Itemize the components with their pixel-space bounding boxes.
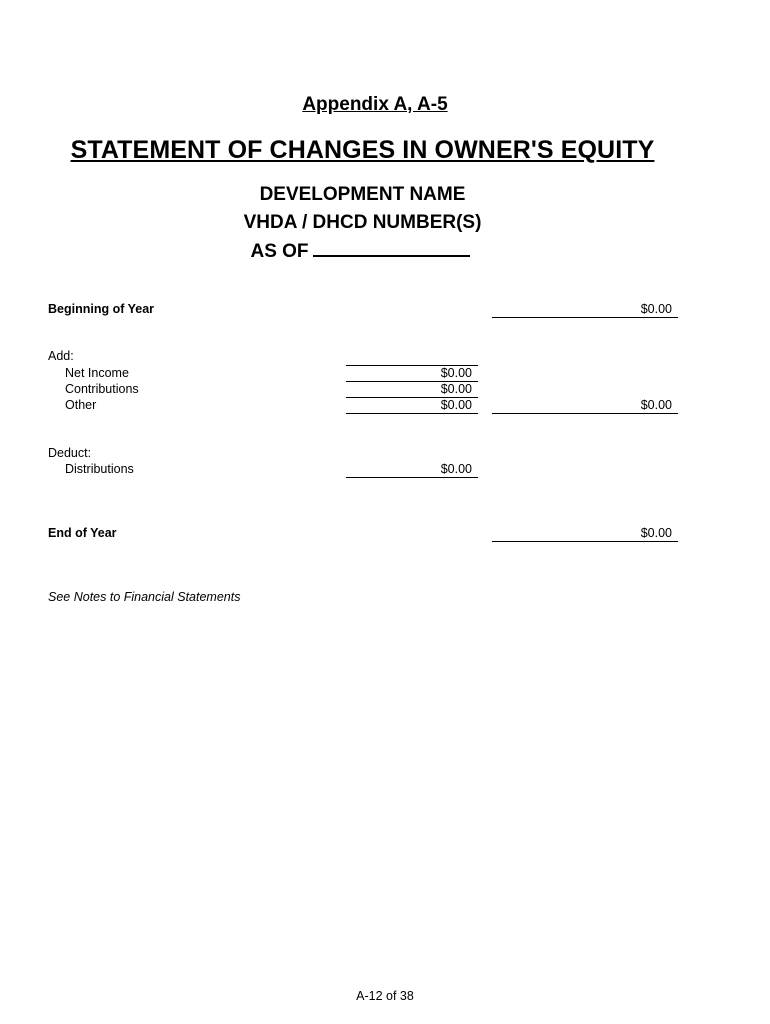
as-of-date-blank [313,239,470,257]
end-of-year-total: $0.00 [640,526,672,540]
beginning-of-year-total: $0.00 [640,302,672,316]
beginning-of-year-label: Beginning of Year [48,302,155,316]
other-rule [346,413,478,414]
as-of-line [0,239,720,263]
other-label: Other [65,398,97,412]
appendix-heading: Appendix A, A-5 [302,94,448,115]
end-total-rule [492,541,678,542]
net-income-label: Net Income [65,366,129,380]
notes-reference: See Notes to Financial Statements [48,590,241,604]
contributions-label: Contributions [65,382,139,396]
distributions-rule [346,477,478,478]
end-of-year-label: End of Year [48,526,117,540]
vhda-dhcd-numbers: VHDA / DHCD NUMBER(S) [243,212,482,233]
add-total: $0.00 [640,398,672,412]
statement-title: STATEMENT OF CHANGES IN OWNER'S EQUITY [70,136,655,164]
deduct-label: Deduct: [48,446,92,460]
distributions-label: Distributions [65,462,134,476]
contributions-amount: $0.00 [440,382,472,396]
page-number: A-12 of 38 [356,989,414,1003]
other-amount: $0.00 [440,398,472,412]
as-of-label: AS OF [250,241,309,262]
net-income-amount: $0.00 [440,366,472,380]
distributions-amount: $0.00 [440,462,472,476]
add-label: Add: [48,349,74,363]
add-total-rule [492,413,678,414]
beginning-total-rule [492,317,678,318]
development-name: DEVELOPMENT NAME [259,184,466,205]
